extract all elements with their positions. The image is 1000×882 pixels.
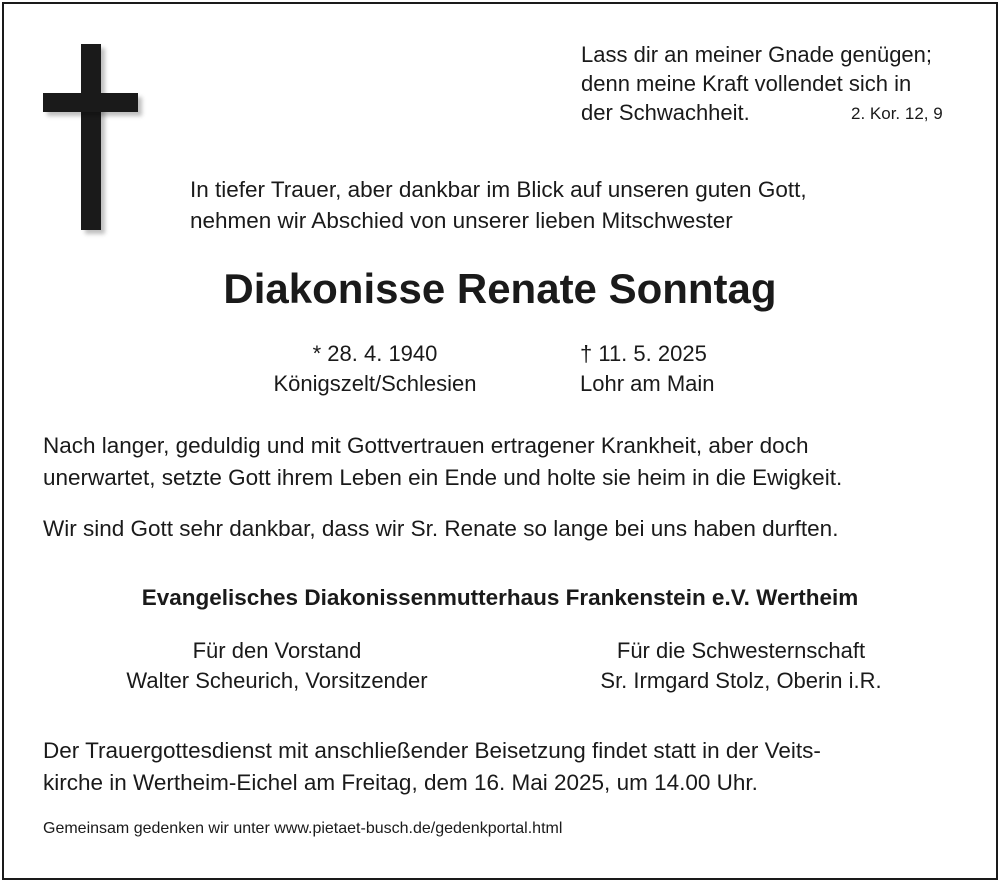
service-line: kirche in Wertheim-Eichel am Freitag, dem 16. Mai 2025, um 14.00 Uhr. [43, 770, 758, 795]
paragraph-gratitude: Wir sind Gott sehr dankbar, dass wir Sr. Renate so lange bei uns haben durften. [43, 516, 839, 541]
signatory-role: Für die Schwesternschaft [616, 638, 866, 663]
signatory-name: Sr. Irmgard Stolz, Oberin i.R. [600, 668, 882, 693]
paragraph-illness [43, 430, 842, 494]
intro-text [190, 174, 807, 236]
death-place: Lohr am Main [580, 371, 715, 396]
memorial-portal-note: Gemeinsam gedenken wir unter www.pietaet-busch.de/gedenkportal.html [43, 820, 563, 837]
signatory-sisterhood [560, 636, 922, 696]
intro-line: nehmen wir Abschied von unserer lieben Mitschwester [190, 208, 733, 233]
intro-line: In tiefer Trauer, aber dankbar im Blick auf unseren guten Gott, [190, 177, 807, 202]
service-announcement [43, 735, 821, 799]
service-line: Der Trauergottesdienst mit anschließender Beisetzung findet statt in der Veits- [43, 738, 821, 763]
verse-line: denn meine Kraft vollendet sich in [581, 71, 912, 96]
organization-name: Evangelisches Diakonissenmutterhaus Frankenstein e.V. Wertheim [141, 585, 859, 610]
paragraph-line: Nach langer, geduldig und mit Gottvertrauen ertragener Krankheit, aber doch [43, 433, 809, 458]
signatory-name: Walter Scheurich, Vorsitzender [126, 668, 428, 693]
verse-line: Lass dir an meiner Gnade genügen; [581, 42, 933, 67]
birth-info [225, 339, 525, 399]
birth-date: * 28. 4. 1940 [312, 341, 438, 366]
signatory-role: Für den Vorstand [192, 638, 362, 663]
signatory-board [92, 636, 462, 696]
verse-line: der Schwachheit. [581, 100, 750, 125]
deceased-name: Diakonisse Renate Sonntag [223, 265, 777, 312]
cross-horizontal-bar [43, 93, 138, 112]
death-info [580, 339, 715, 399]
paragraph-line: unerwartet, setzte Gott ihrem Leben ein Ende und holte sie heim in die Ewigkeit. [43, 465, 843, 490]
birth-place: Königszelt/Schlesien [273, 371, 477, 396]
verse-reference: 2. Kor. 12, 9 [851, 104, 943, 123]
death-date: † 11. 5. 2025 [580, 341, 707, 366]
cross-vertical-bar [81, 44, 101, 230]
